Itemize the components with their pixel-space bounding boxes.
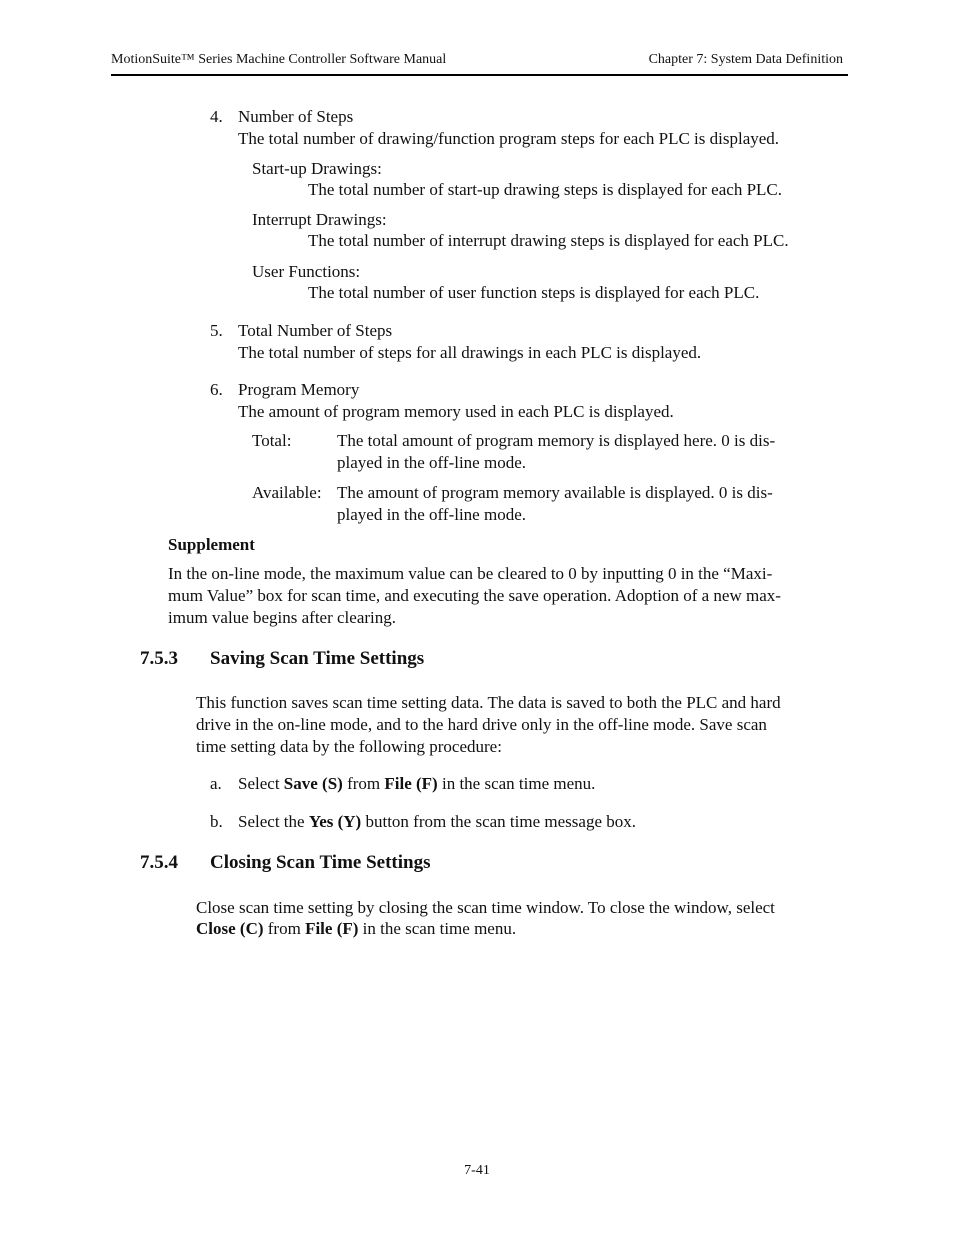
- item-5-title: Total Number of Steps: [238, 321, 393, 340]
- header-divider: [111, 74, 848, 76]
- available-label: Available:: [252, 483, 322, 502]
- section-7-5-4-paragraph-line-2: Close (C) from File (F) in the scan time menu.: [196, 919, 517, 938]
- page-number: 7-41: [464, 1163, 490, 1178]
- supplement-line-3: imum value begins after clearing.: [168, 608, 396, 627]
- available-description-line-2: played in the off-line mode.: [337, 505, 526, 524]
- section-7-5-3-paragraph-line-1: This function saves scan time setting data. The data is saved to both the PLC and hard: [196, 693, 781, 712]
- supplement-line-2: mum Value” box for scan time, and executing the save operation. Adoption of a new max-: [168, 586, 781, 605]
- user-functions-description: The total number of user function steps is displayed for each PLC.: [308, 283, 760, 302]
- step-b-text: Select the Yes (Y) button from the scan time message box.: [238, 812, 636, 831]
- section-7-5-3-title: Saving Scan Time Settings: [210, 648, 425, 669]
- section-7-5-4-number: 7.5.4: [140, 852, 178, 873]
- interrupt-drawings-description: The total number of interrupt drawing steps is displayed for each PLC.: [308, 231, 789, 250]
- total-description-line-1: The total amount of program memory is displayed here. 0 is dis-: [337, 431, 776, 450]
- header-manual-title: MotionSuite™ Series Machine Controller Software Manual: [111, 52, 447, 67]
- available-description-line-1: The amount of program memory available is displayed. 0 is dis-: [337, 483, 773, 502]
- item-4-description: The total number of drawing/function program steps for each PLC is displayed.: [238, 129, 780, 148]
- section-7-5-3-paragraph-line-2: drive in the on-line mode, and to the hard drive only in the off-line mode. Save scan: [196, 715, 767, 734]
- supplement-line-1: In the on-line mode, the maximum value can be cleared to 0 by inputting 0 in the “Maxi-: [168, 564, 773, 583]
- item-4-title: Number of Steps: [238, 107, 354, 126]
- startup-drawings-label: Start-up Drawings:: [252, 159, 382, 178]
- section-7-5-3-paragraph-line-3: time setting data by the following procedure:: [196, 737, 502, 756]
- item-5-description: The total number of steps for all drawings in each PLC is displayed.: [238, 343, 702, 362]
- user-functions-label: User Functions:: [252, 262, 361, 281]
- close-menu-item-ref: Close (C): [196, 919, 264, 938]
- header-chapter-title: Chapter 7: System Data Definition: [648, 52, 843, 67]
- item-6-title: Program Memory: [238, 380, 360, 399]
- total-description-line-2: played in the off-line mode.: [337, 453, 526, 472]
- section-7-5-4-paragraph-line-1: Close scan time setting by closing the scan time window. To close the window, select: [196, 898, 775, 917]
- save-menu-item-ref: Save (S): [283, 774, 343, 793]
- step-b-marker: b.: [210, 812, 223, 831]
- interrupt-drawings-label: Interrupt Drawings:: [252, 210, 387, 229]
- item-5-number: 5.: [210, 321, 223, 340]
- section-7-5-3-number: 7.5.3: [140, 648, 178, 669]
- item-6-number: 6.: [210, 380, 223, 399]
- supplement-heading: Supplement: [168, 535, 255, 554]
- total-label: Total:: [252, 431, 292, 450]
- file-menu-ref-2: File (F): [305, 919, 359, 938]
- step-a-text: Select Save (S) from File (F) in the scan time menu.: [238, 774, 596, 793]
- yes-button-ref: Yes (Y): [308, 812, 362, 831]
- item-4-number: 4.: [210, 107, 223, 126]
- file-menu-ref: File (F): [384, 774, 438, 793]
- startup-drawings-description: The total number of start-up drawing steps is displayed for each PLC.: [308, 180, 782, 199]
- step-a-marker: a.: [210, 774, 222, 793]
- item-6-description: The amount of program memory used in each PLC is displayed.: [238, 402, 674, 421]
- section-7-5-4-title: Closing Scan Time Settings: [210, 852, 431, 873]
